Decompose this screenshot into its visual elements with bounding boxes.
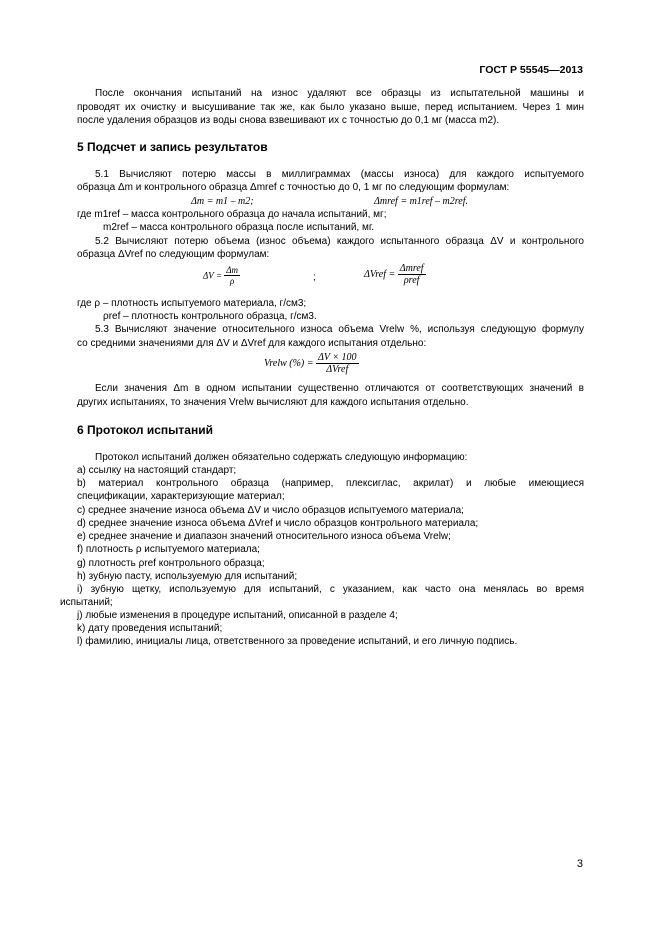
intro-line-3: после удаления образцов из воды снова взвешивают их с точностью до 0,1 мг (масса m2). xyxy=(77,115,500,126)
p51-line-2: образца Δm и контрольного образца Δmref с точностью до 0, 1 мг по следующим формулам: xyxy=(77,182,510,193)
formula-delta-v-ref-denominator: ρref xyxy=(403,275,420,286)
formula-delta-v-ref-numerator: Δmref xyxy=(399,263,424,274)
list-item: спецификации, характеризующие материал; xyxy=(77,491,285,502)
where-m2ref: m2ref – масса контрольного образца после испытаний, мг. xyxy=(103,222,375,233)
p53-line-1: 5.3 Вычисляют значение относительного износа объема Vrelw %, используя следующую формулу xyxy=(95,324,584,335)
intro-line-2: проводят их очистку и высушивание так же, как было указано выше, перед испытанием. Через 1 мин xyxy=(77,102,584,113)
list-item: b) материал контрольного образца (например, плексиглас, акрилат) и любые имеющиеся xyxy=(77,478,584,489)
list-item: l) фамилию, инициалы лица, ответственного за проведение испытаний, и его личную подпись. xyxy=(77,636,518,647)
page-number: 3 xyxy=(576,858,583,870)
list-item: i) зубную щетку, используемую для испытаний, с указанием, как часто она менялась во время xyxy=(77,584,584,595)
list-item: d) среднее значение износа объема ΔVref и число образцов контрольного материала; xyxy=(77,518,479,529)
formula-v-relw-lhs: Vrelw (%) = xyxy=(264,358,314,369)
p52-line-1: 5.2 Вычисляют потерю объема (износ объема) каждого испытанного образца ΔV и контрольного xyxy=(95,236,584,247)
section-5-title: 5 Подсчет и запись результатов xyxy=(77,140,268,154)
list-item: j) любые изменения в процедуре испытаний, описанной в разделе 4; xyxy=(77,610,398,621)
list-item: g) плотность ρref контрольного образца; xyxy=(77,558,265,569)
list-item: e) среднее значение и диапазон значений относительного износа объема Vrelw; xyxy=(77,531,451,542)
list-item: испытаний; xyxy=(60,597,113,608)
protocol-lead: Протокол испытаний должен обязательно содержать следующую информацию: xyxy=(95,452,468,463)
standard-header: ГОСТ Р 55545—2013 xyxy=(479,64,583,76)
formula-delta-v-denominator: ρ xyxy=(229,276,235,286)
formula-delta-v-ref-lhs: ΔVref = xyxy=(364,269,396,280)
formula-delta-v-lhs: ΔV = xyxy=(203,270,222,281)
formula-v-relw-numerator: ΔV × 100 xyxy=(318,352,357,363)
list-item: а) ссылку на настоящий стандарт; xyxy=(77,465,237,476)
list-item: k) дату проведения испытаний; xyxy=(77,623,223,634)
formula-delta-v-numerator: Δm xyxy=(226,265,238,275)
p52-line-2: образца ΔVref по следующим формулам: xyxy=(77,249,270,260)
formula-delta-v-ref xyxy=(364,263,426,286)
formula-separator: ; xyxy=(313,272,316,283)
section-6-title: 6 Протокол испытаний xyxy=(77,423,213,437)
intro-line-1: После окончания испытаний на износ удаляют все образцы из испытательной машины и xyxy=(95,88,584,99)
formula-v-relw-denominator: ΔVref xyxy=(326,364,349,375)
p51-line-1: 5.1 Вычисляют потерю массы в миллиграммах (массы износа) для каждого испытуемого xyxy=(95,169,584,180)
note-line-2: других испытаниях, то значения Vrelw вычисляют для каждого испытания отдельно. xyxy=(77,397,469,408)
note-line-1: Если значения Δm в одном испытании существенно отличаются от соответствующих значений в xyxy=(95,383,584,394)
list-item: f) плотность ρ испытуемого материала; xyxy=(77,544,260,555)
where-rho: где ρ – плотность испытуемого материала, г/см3; xyxy=(77,298,307,309)
formula-delta-m-ref: Δmref = m1ref – m2ref. xyxy=(374,196,468,207)
formula-delta-v xyxy=(203,265,240,286)
list-item: c) среднее значение износа объема ΔV и число образцов испытуемого материала; xyxy=(77,505,464,516)
formula-v-relw xyxy=(264,352,359,375)
list-item: h) зубную пасту, используемую для испытаний; xyxy=(77,571,298,582)
where-rho-ref: ρref – плотность контрольного образца, г/см3. xyxy=(103,311,317,322)
formula-delta-m: Δm = m1 – m2; xyxy=(191,196,254,207)
p53-line-2: со средними значениями для ΔV и ΔVref для каждого испытания отдельно: xyxy=(77,338,427,349)
where-m1ref: где m1ref – масса контрольного образца до начала испытаний, мг; xyxy=(77,209,387,220)
